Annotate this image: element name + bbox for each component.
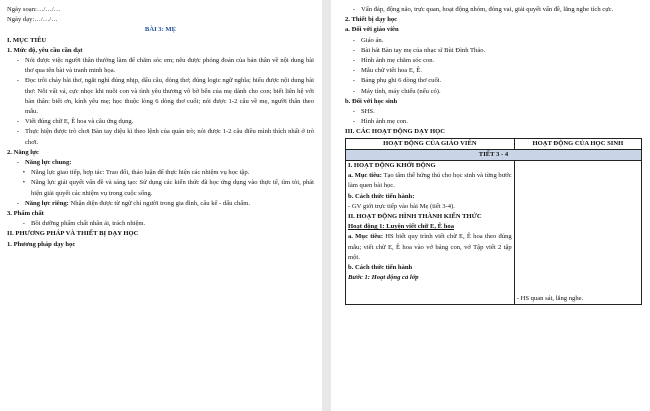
sub-requirements: 1. Mức độ, yêu cầu cần đạt (7, 46, 83, 54)
lesson-title: BÀI 3: MẸ (144, 26, 177, 34)
teacher-cell (346, 161, 515, 305)
student-cell (514, 161, 641, 305)
list-item: - Viết đúng chữ E, Ê hoa và câu ứng dụng. (16, 118, 134, 126)
sub-student: b. Đối với học sinh (345, 97, 398, 105)
list-item: - Mẫu chữ viết hoa E, Ê. (352, 67, 422, 75)
step-1: Bước 1: Hoạt động cả lớp (348, 274, 419, 282)
list-item: - Vấn đáp, động não, trực quan, hoạt động nhóm, đóng vai, giải quyết vấn đề, lắng nghe tích cực. (352, 6, 614, 13)
activity-1-method-label: b. Cách thức tiến hành: (348, 192, 415, 200)
list-item: - SHS. (352, 108, 375, 116)
col-teacher-header: HOẠT ĐỘNG CỦA GIÁO VIÊN (346, 138, 515, 149)
activity-2-method-label: b. Cách thức tiến hành (348, 264, 413, 272)
activity-1-method: - GV giới trực tiếp vào bài Mẹ (tiết 3-4). (348, 202, 455, 210)
student-response: - HS quan sát, lắng nghe. (516, 294, 584, 302)
activity-2-title: II. HOẠT ĐỘNG HÌNH THÀNH KIẾN THỨC (348, 213, 482, 221)
list-item: - Bài hát Bàn tay mẹ của nhạc sĩ Bùi Đình Thảo. (352, 46, 486, 54)
date-taught: Ngày dạy:…/…/… (7, 16, 58, 24)
sub-equipment: 2. Thiết bị dạy học (345, 16, 398, 24)
list-item: - Bảng phụ ghi 6 dòng thơ cuối. (352, 77, 442, 85)
list-item: - Năng lực chung: (16, 159, 72, 167)
list-item: - Hình ảnh mẹ con. (352, 118, 408, 126)
activity-2-sub: Hoạt động 1: Luyện viết chữ E, Ê hoa (348, 223, 454, 231)
sub-qualities: 3. Phẩm chất (7, 210, 44, 218)
section-objectives: I. MỤC TIÊU (7, 36, 47, 44)
section-activities: III. CÁC HOẠT ĐỘNG DẠY HỌC (345, 128, 446, 136)
list-item: - Thực hiện được trò chơi Bàn tay diệu kì theo lệnh của quản trò; nói được 1-2 câu điều mình thích nhất ở trò chơi. (16, 128, 314, 146)
list-item: - Bồi dưỡng phẩm chất nhân ái, trách nhiệm. (22, 220, 146, 228)
table-row (346, 149, 642, 160)
sub-methods: 1. Phương pháp dạy học (7, 240, 76, 248)
activity-1-goal: a. Mục tiêu: Tạo tâm thế hứng thú cho học sinh và từng bước làm quen bài học. (348, 172, 512, 190)
sub-competence: 2. Năng lực (7, 148, 39, 156)
right-page (331, 0, 650, 411)
list-item: - Đọc trôi chảy bài thơ, ngắt nghỉ đúng nhịp, dấu câu, dòng thơ; đúng logic ngữ nghĩa; hiểu được nội dung bài thơ: Nỗi vất vả, cực nhọc khi nuôi con và tình yêu thương vô bờ bến của mẹ dành cho con; biết liên hệ với bản thân: biết ơn, kính yêu mẹ; học thuộc lòng 6 dòng thơ cuối; nói được 1-2 câu về mẹ, người thân theo mẫu. (16, 77, 314, 116)
spacer (517, 161, 639, 294)
list-item: - Nói được việc người thân thường làm để chăm sóc em; nêu được phỏng đoán của bản thân về nội dung bài thơ qua tên bài và tranh minh họa. (16, 57, 314, 75)
table-header-row (346, 138, 642, 149)
activity-2-goal: a. Mục tiêu: HS biết quy trình viết chữ E, Ê hoa theo đúng mẫu; viết chữ E, Ê hoa vào vở bảng con, vở Tập viết 2 tập một. (348, 233, 512, 261)
list-item: • Năng lực giải quyết vấn đề và sáng tạo: Sử dụng các kiến thức đã học ứng dụng vào thực tế, tìm tòi, phát hiện giải quyết các nhiệm vụ trong cuộc sống. (22, 179, 314, 197)
activity-table (345, 138, 642, 305)
table-row (346, 161, 642, 305)
list-item: • Năng lực giao tiếp, hợp tác: Trao đổi, thảo luận để thực hiện các nhiệm vụ học tập. (22, 169, 250, 177)
sub-teacher: a. Đối với giáo viên (345, 26, 399, 34)
left-page (0, 0, 322, 411)
list-item: - Năng lực riêng: Nhận diện được từ ngữ chỉ người trong gia đình, câu kể - dấu chấm. (16, 199, 251, 207)
list-item: - Giáo án. (352, 36, 384, 44)
list-item: - Máy tính, máy chiếu (nếu có). (352, 87, 441, 95)
period-row: TIẾT 3 - 4 (346, 149, 642, 160)
col-student-header: HOẠT ĐỘNG CỦA HỌC SINH (514, 138, 641, 149)
section-methods: II. PHƯƠNG PHÁP VÀ THIẾT BỊ DẠY HỌC (7, 230, 139, 238)
page-gap (322, 0, 331, 411)
activity-1-title: I. HOẠT ĐỘNG KHỞI ĐỘNG (348, 162, 436, 170)
list-item: - Hình ảnh mẹ chăm sóc con. (352, 57, 435, 65)
date-prepared: Ngày soạn:…/…/… (7, 6, 61, 13)
